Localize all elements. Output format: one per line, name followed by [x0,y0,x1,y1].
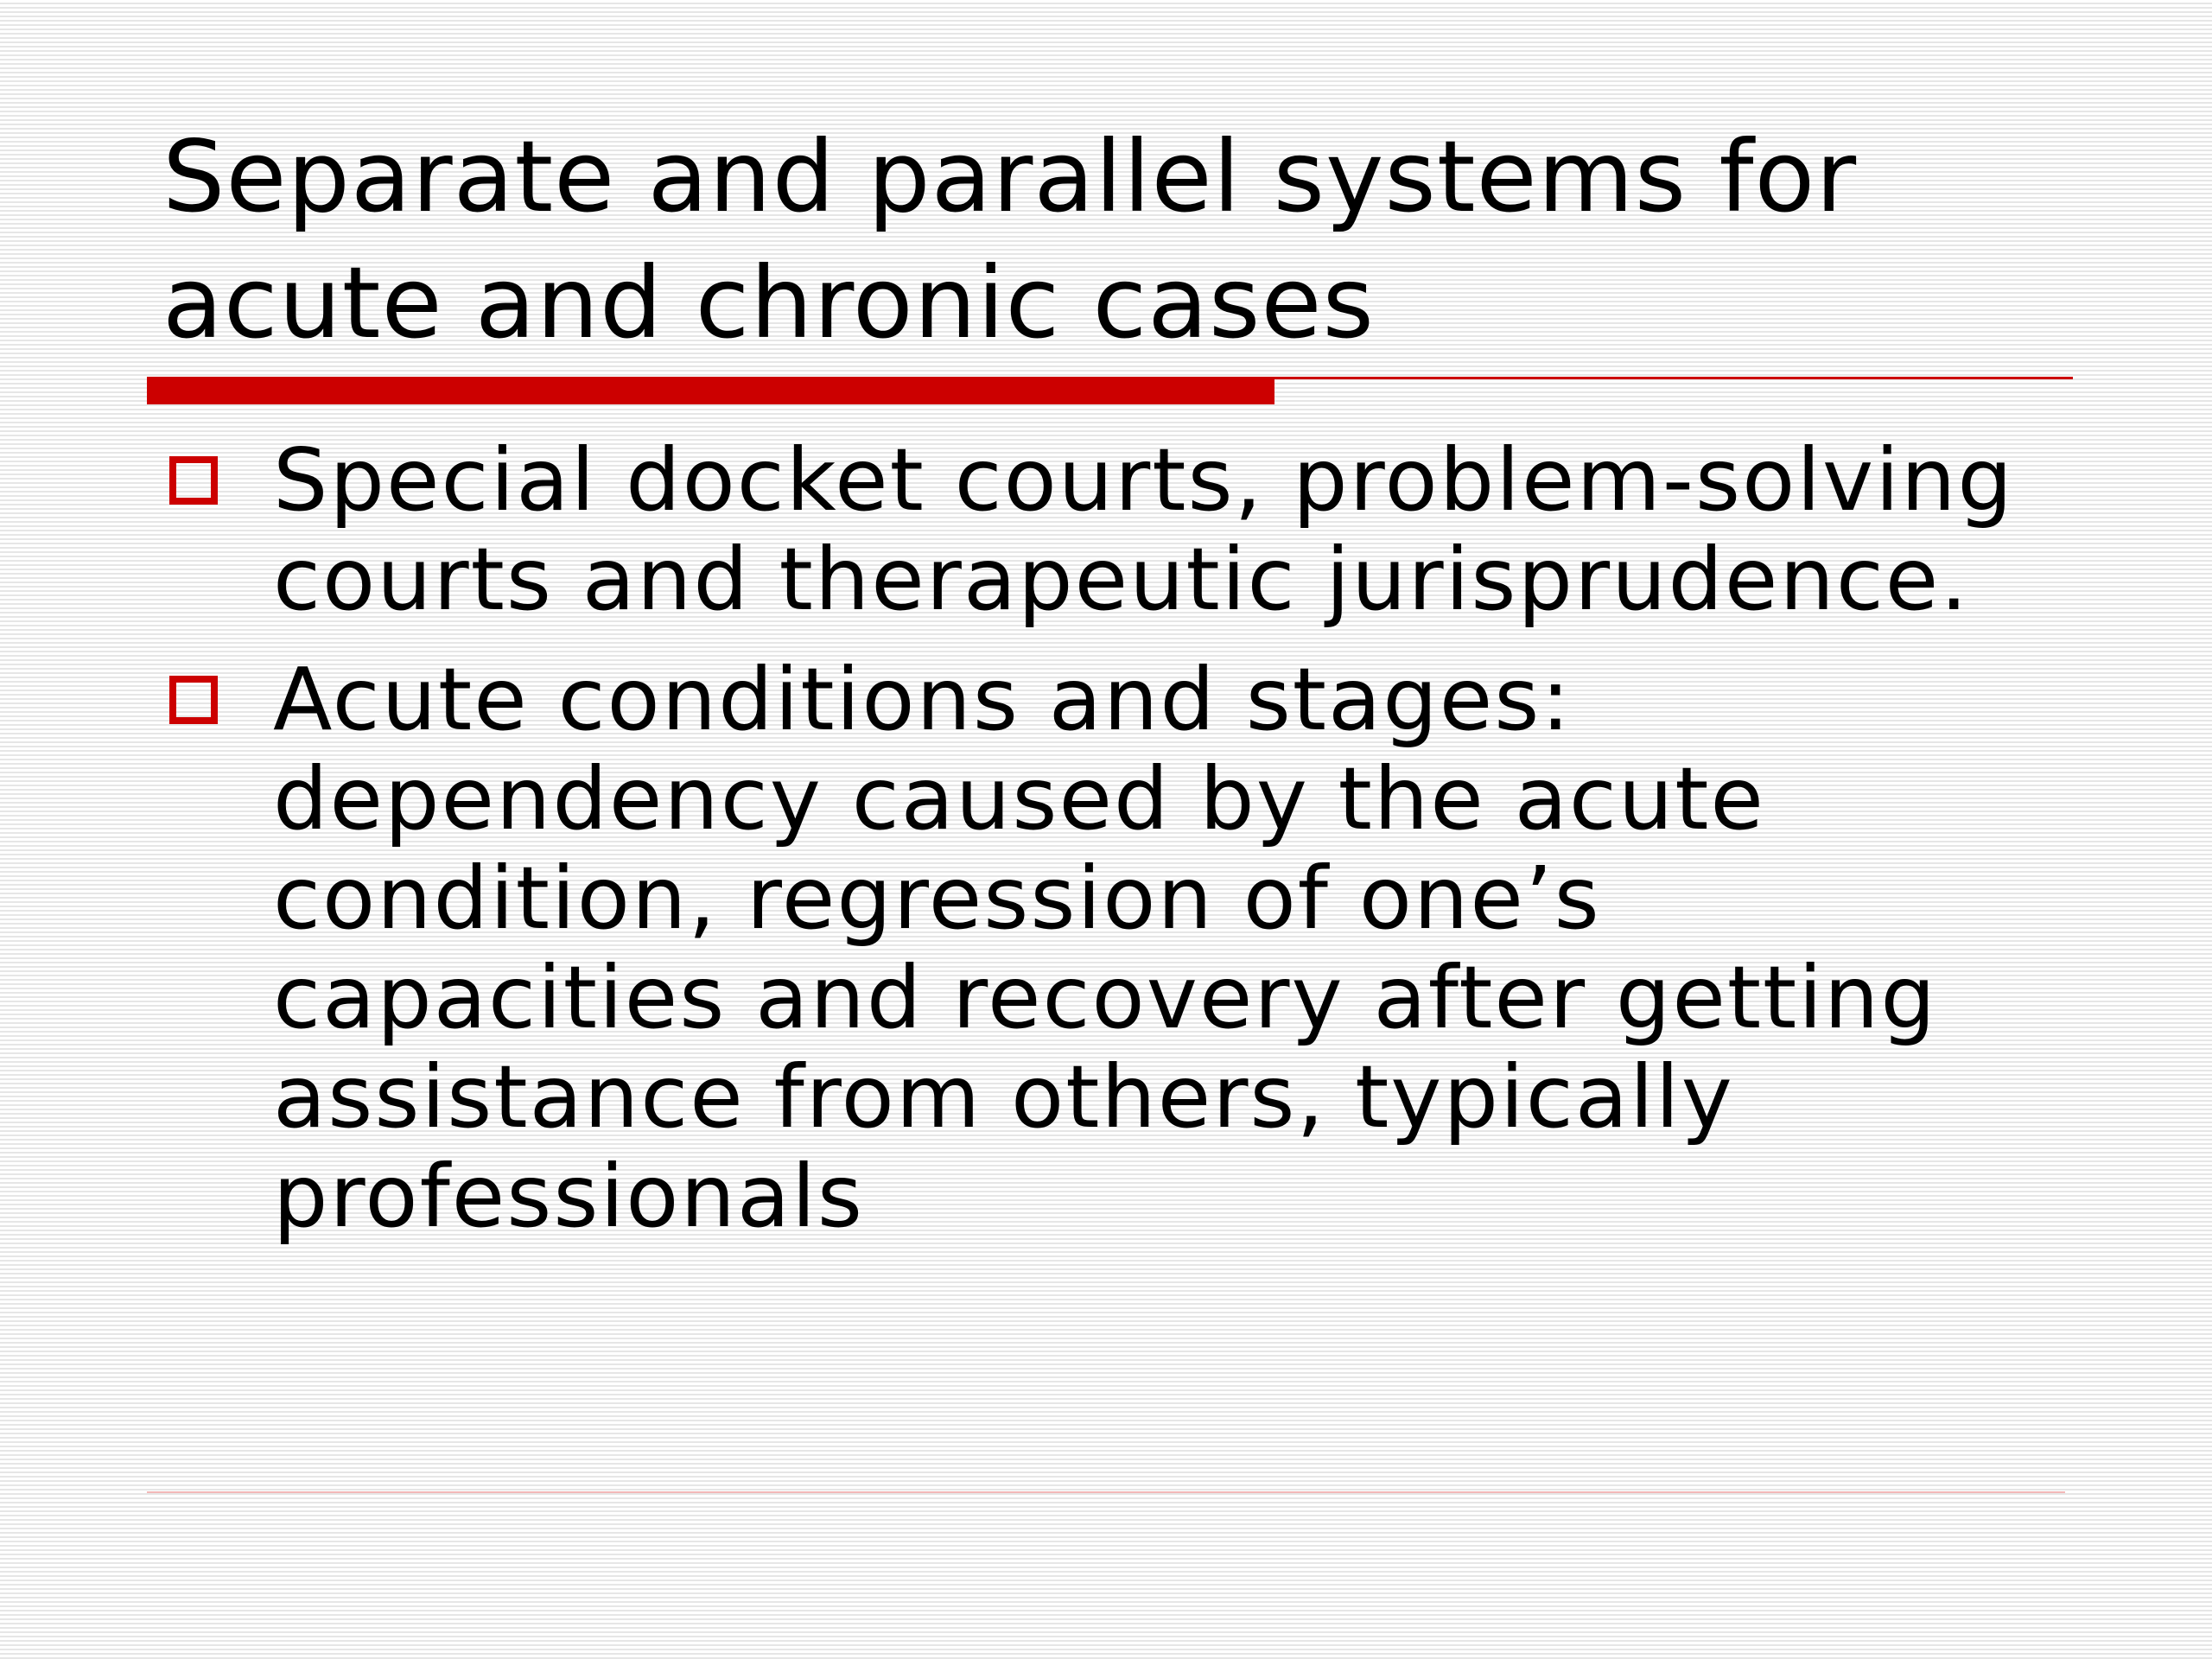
bullet-list [164,430,2082,1267]
title-underline-thin [1274,377,2073,379]
square-bullet-icon [169,456,218,505]
footer-divider [147,1491,2065,1493]
bullet-text: Acute conditions and stages: dependency caused by the acute condition, regression of one’s capacities and recovery after getting assistance from others, typically professionals [273,649,1937,1247]
bullet-item [164,430,2082,629]
title-underline-thick [147,377,1274,404]
bullet-item [164,650,2082,1246]
bullet-text: Special docket courts, problem-solving courts and therapeutic jurisprudence. [273,429,2014,630]
square-bullet-icon [169,676,218,724]
slide-title: Separate and parallel systems for acute and chronic cases [162,119,1858,360]
